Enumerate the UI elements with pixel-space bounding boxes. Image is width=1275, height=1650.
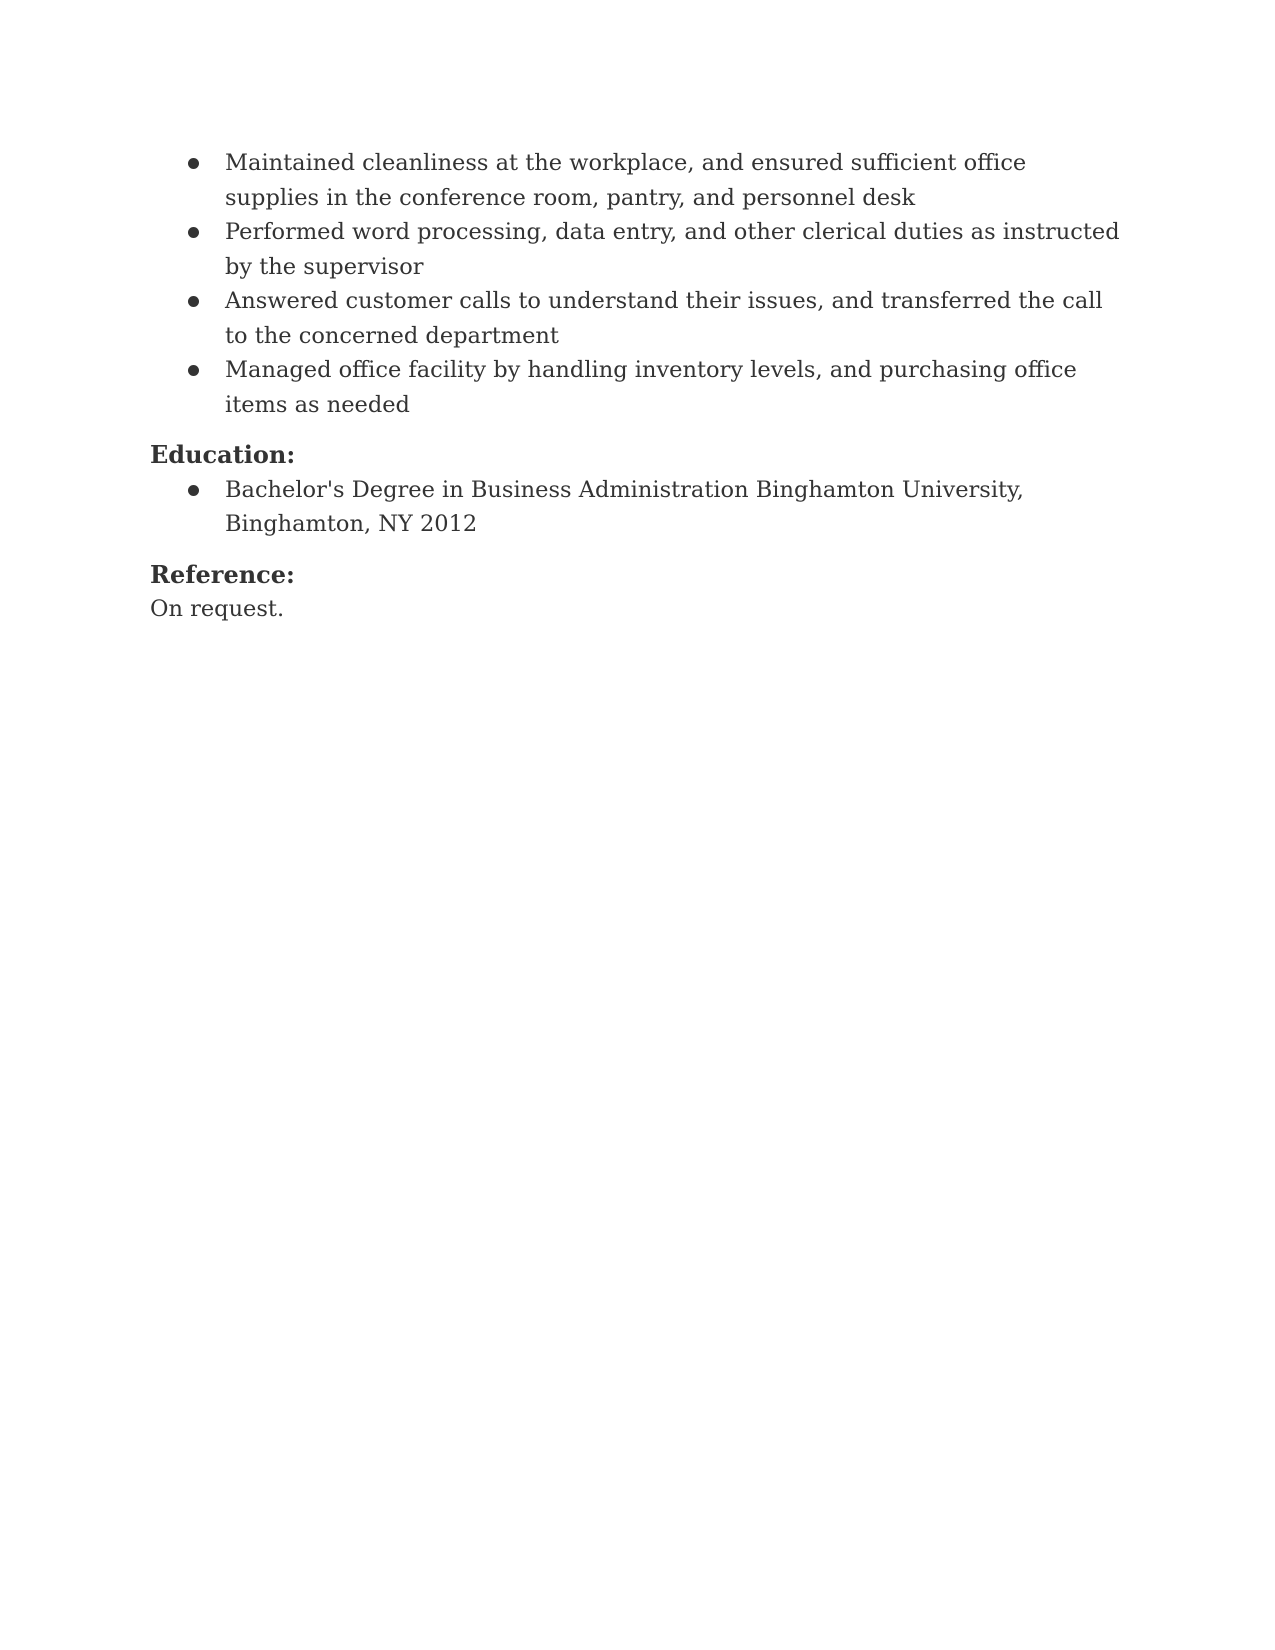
document-content (150, 146, 1125, 627)
bullet-icon (188, 485, 199, 496)
education-entry: Bachelor's Degree in Business Administration Binghamton University, Binghamton, NY 2012 (225, 476, 1024, 537)
education-list (150, 473, 1125, 542)
list-item (150, 473, 1125, 542)
list-item (150, 215, 1125, 284)
duty-text: Maintained cleanliness at the workplace, and ensured sufficient office supplies in the conference room, pantry, and personnel desk (225, 150, 1027, 211)
education-heading: Education: (150, 440, 296, 469)
bullet-icon (188, 158, 199, 169)
experience-duties-list (150, 146, 1125, 422)
list-item (150, 146, 1125, 215)
reference-heading: Reference: (150, 559, 295, 589)
duty-text: Managed office facility by handling inventory levels, and purchasing office items as needed (225, 357, 1077, 418)
bullet-icon (188, 227, 199, 238)
list-item (150, 284, 1125, 353)
duty-text: Answered customer calls to understand their issues, and transferred the call to the concerned department (225, 288, 1103, 349)
bullet-icon (188, 296, 199, 307)
duty-text: Performed word processing, data entry, and other clerical duties as instructed by the supervisor (225, 219, 1120, 280)
list-item (150, 353, 1125, 422)
reference-text: On request. (150, 596, 285, 622)
bullet-icon (188, 365, 199, 376)
